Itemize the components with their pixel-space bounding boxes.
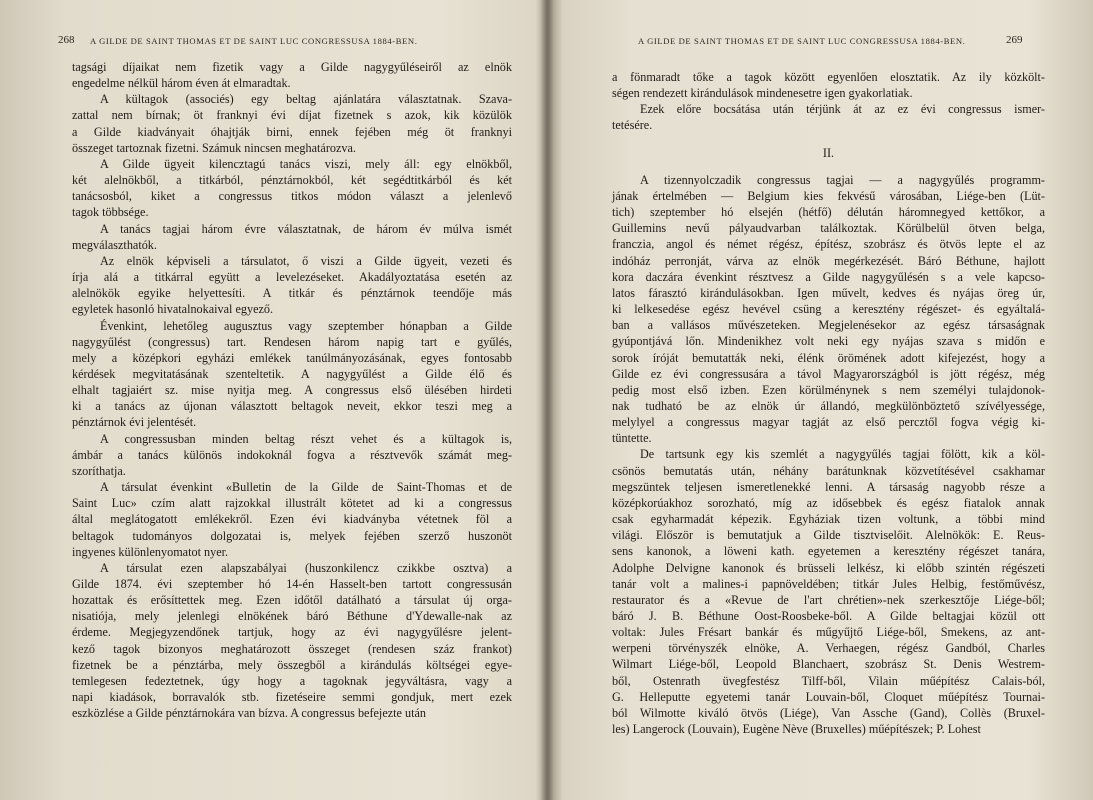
section-number: II. [822, 145, 835, 160]
text-line: gyúpontjává lőn. Mindenikhez volt neki egy nyájas szava s midőn e [612, 334, 1045, 349]
text-line: írja alá a titkárral együtt a levelezéseket. Akadályoztatása esetén az [72, 270, 512, 285]
text-line: Ezek előre bocsátása után térjünk át az ez évi congressus ismer- [640, 102, 1045, 117]
text-line: zattal nem bírnak; öt franknyi évi díjat fizetnek s azok, kik közülök [72, 108, 512, 123]
text-line: nisatiója, mely jelenlegi elnökének báró Béthune d'Ydewalle-nak az [72, 609, 512, 624]
text-line: megválaszthatók. [72, 237, 157, 252]
text-line: Az elnök képviseli a társulatot, ő viszi a Gilde ügyeit, vezeti és [100, 253, 512, 268]
text-line: G. Helleputte egyetemi tanár Louvain-ből, Cloquet műépítész Tournai- [612, 689, 1045, 704]
text-line: latos fárasztó kirándulásokban. Igen művelt, kedves és nyájas öreg úr, [612, 285, 1045, 300]
text-line: kező tagok bizonyos meghatározott összeget (rendesen száz frankot) [72, 641, 512, 656]
text-line: tüntette. [612, 431, 652, 446]
text-line: ki a tanács az újonan választott beltagok neveit, ekkor teszi meg a [72, 399, 512, 414]
left-page-number: 268 [58, 34, 75, 46]
text-line: összeget tartoznak fizetni. Számuk nincsen meghatározva. [72, 140, 356, 155]
text-line: ból Wilmotte kiváló ötvös (Liége), Van Assche (Gand), Collès (Bruxel- [612, 705, 1045, 720]
text-line: világi. Először is bemutatjuk a Gilde tisztviselőit. Alelnökök: E. Reus- [612, 528, 1045, 543]
text-line: pénztárnok évi jelentését. [72, 415, 197, 430]
text-line: tanár volt a malines-i papnöveldében; titkár Jules Helbig, festőművész, [612, 576, 1045, 591]
text-line: ingyenes különlenyomatot nyer. [72, 544, 229, 559]
text-line: tich) szeptember hó elsején (hétfő) délután háromnegyed kettőkor, a [612, 205, 1045, 220]
text-line: mely a középkori egyházi emlékek tanúlmányozásának, egyes fontosabb [72, 350, 512, 365]
text-line: pedig most első izben. Ezen körülménynek s nem személyi tulajdonok- [612, 382, 1045, 397]
left-page-body [72, 59, 512, 721]
text-line: nagygyűlést (congressus) tart. Rendesen három napig tart e gyűlés, [72, 334, 512, 349]
text-line: jának értelmében — Belgium kies fekvésű városában, Liége-ben (Lüt- [612, 188, 1045, 203]
text-line: les) Langerock (Louvain), Eugène Nève (Bruxelles) műépítészek; P. Lohest [612, 722, 981, 737]
text-line: alelnökök egyike helyettesíti. A titkár és pénztárnok teendője más [72, 286, 512, 301]
text-line: A tanács tagjai három évre választatnak, de három év múlva ismét [100, 221, 512, 236]
text-line: A Gilde ügyeit kilencztagú tanács viszi, mely áll: egy elnökből, [100, 156, 512, 171]
text-line: eszközlése a Gilde pénztárnokára van bízva. A congressus befejezte után [72, 706, 426, 721]
text-line: tagok többsége. [72, 205, 149, 220]
text-line: által meglátogatott emlékekről. Ezen évi kiadványba vétetnek föl a [72, 512, 512, 527]
right-page [548, 0, 1093, 800]
text-line: ki lelkesedése egész hevével csüng a keresztény régészet- és egyáltalá- [612, 302, 1045, 317]
text-line: restaurator és a «Revue de l'art chrétien»-nek szerkesztője Liége-ből; [612, 592, 1045, 607]
text-line: engedelme nélkül három éven át elmaradtak. [72, 76, 291, 91]
left-page [0, 0, 546, 800]
text-line: napi kiadások, borravalók stb. fizetéseire semmi gondjuk, mert ezek [72, 690, 512, 705]
text-line: érdeme. Megjegyzendőnek tartjuk, hogy az évi nagygyűlésre jelent- [72, 625, 512, 640]
right-page-section-text [612, 172, 1045, 737]
text-line: a fönmaradt tőke a tagok között egyenlően elosztatik. Az ily közkölt- [612, 70, 1045, 84]
text-line: egyletek hasonló hivatalnokaival egyező. [72, 302, 274, 317]
right-page-number: 269 [1006, 34, 1023, 46]
text-line: A tizennyolczadik congressus tagjai — a nagygyűlés programm- [640, 172, 1045, 187]
text-line: hozattak és erősíttettek meg. Ezen időtől datálható a társulat új orga- [72, 593, 512, 608]
text-line: Gilde 1874. évi szeptember hó 14-én Hasselt-ben tartott congressusán [72, 577, 512, 591]
text-line: tagsági díjaikat nem fizetik vagy a Gilde nagygyűléseiről az elnök [72, 60, 512, 74]
right-page-intro [612, 69, 1045, 134]
text-line: De tartsunk egy kis szemlét a nagygyűlés tagjai fölött, kik a köl- [640, 447, 1045, 462]
text-line: csönös bemutatás után, néhány barátunknak közvetítésével csakhamar [612, 463, 1045, 478]
text-line: Gilde ez évi congressusára a távol Magyarországból is jött régész, még [612, 366, 1045, 381]
text-line: megszüntek teljesen ismeretlenekké lenni. A társaság nagyobb része a [612, 479, 1045, 494]
text-line: Wilmart Liége-ből, Leopold Blanchaert, szobrász St. Denis Westrem- [612, 657, 1045, 672]
text-line: csak egyharmadát képezik. Egyháziak tizen voltunk, a többi mind [612, 512, 1045, 527]
text-line: sens kanonok, a löweni kath. egyetemen a keresztény régészet tanára, [612, 544, 1045, 559]
text-line: a Gilde kiadványait óhajtják birni, ennek fejében még öt franknyi [72, 124, 512, 139]
text-line: werpeni törvényszék elnöke, A. Verhaegen, régész Gandból, Charles [612, 641, 1045, 656]
text-line: nak tudható be az elnök úr állandó, megkülönböztető szívélyessége, [612, 398, 1045, 413]
text-line: Évenkint, lehetőleg augusztus vagy szeptember hónapban a Gilde [100, 318, 512, 333]
text-line: kora daczára évenkint résztvesz a Gilde nagygyűlésén s a vele kapcso- [612, 269, 1045, 284]
text-line: A kültagok (associés) egy beltag ajánlatára választatnak. Szava- [100, 92, 512, 107]
text-line: Adolphe Delvigne kanonok és brüsseli lelkész, ki előbb szintén régészeti [612, 560, 1045, 575]
text-line: indóház perronját, várva az elnök megérkezését. Báró Béthune, hajlott [612, 253, 1045, 268]
text-line: tanácsosból, kiket a congressus titkos módon választ a jelenlevő [72, 189, 512, 204]
text-line: báró J. B. Béthune Oost-Roosbeke-ből. A Gilde beltagjai közül ott [612, 609, 1045, 623]
text-line: ban a vallásos művészeteken. Megjelenésekor az egész társaságnak [612, 318, 1045, 333]
text-line: középkorúakhoz sorozható, míg az idősebbek és egész fiatalok annak [612, 495, 1045, 510]
right-running-head: A GILDE DE SAINT THOMAS ET DE SAINT LUC CONGRESSUSA 1884-BEN. [638, 36, 966, 46]
text-line: tetésére. [612, 118, 653, 133]
text-line: elhalt tagjaiért sz. mise nyitja meg. A congressus első ülésében hirdeti [72, 383, 512, 398]
text-line: A congressusban minden beltag részt vehet és a kültagok is, [100, 431, 512, 446]
text-line: két alelnökből, a titkárból, pénztárnokból, két segédtitkárból és két [72, 173, 512, 188]
text-line: beltagok tudományos dolgozatai is, melyek fejében szerző huszonöt [72, 528, 512, 543]
text-line: ámbár a tanács különös indokoknál fogva a résztvevők számát meg- [72, 447, 512, 462]
text-line: fizetnek be a pénztárba, mely összegből a kirándulás költségei egye- [72, 657, 512, 672]
text-line: sorok íróját bemutatták neki, élénk örömének adott kifejezést, hogy a [612, 350, 1045, 365]
text-line: kérdések megvitatásának szenteltetik. A nagygyűlést a Gilde élő és [72, 366, 512, 381]
left-running-head: A GILDE DE SAINT THOMAS ET DE SAINT LUC CONGRESSUSA 1884-BEN. [90, 36, 418, 46]
text-line: Guillemins nevű pályaudvarban találkoztak. Körülbelül ötven belga, [612, 221, 1045, 236]
right-page-body [612, 69, 1045, 737]
text-line: A társulat évenkint «Bulletin de la Gilde de Saint-Thomas et de [100, 480, 512, 495]
text-line: ből, Ostenrath üvegfestész Tilff-ből, Vilain műépítész Calais-ból, [612, 673, 1045, 688]
text-line: melylyel a congressus magyar tagját az első percztől fogva végig ki- [612, 415, 1045, 430]
text-line: szoríthatja. [72, 463, 126, 478]
text-line: temlegesen fedeztetnek, úgy hogy a tagoknak jegyváltásra, vagy a [72, 673, 512, 688]
text-line: voltak: Jules Frésart bankár és műgyűjtő Liége-ből, Smekens, az ant- [612, 625, 1045, 640]
text-line: A társulat ezen alapszabályai (huszonkilencz czikkbe osztva) a [100, 560, 512, 575]
text-line: ségen rendezett kirándulások mindenesetre igen gyakorlatiak. [612, 86, 913, 101]
text-line: Saint Luc» czím alatt rajzokkal illustrált kötetet ad ki a congressus [72, 496, 512, 511]
text-line: franczia, angol és német régész, építész, szobrász és ötvös lepte el az [612, 237, 1045, 252]
